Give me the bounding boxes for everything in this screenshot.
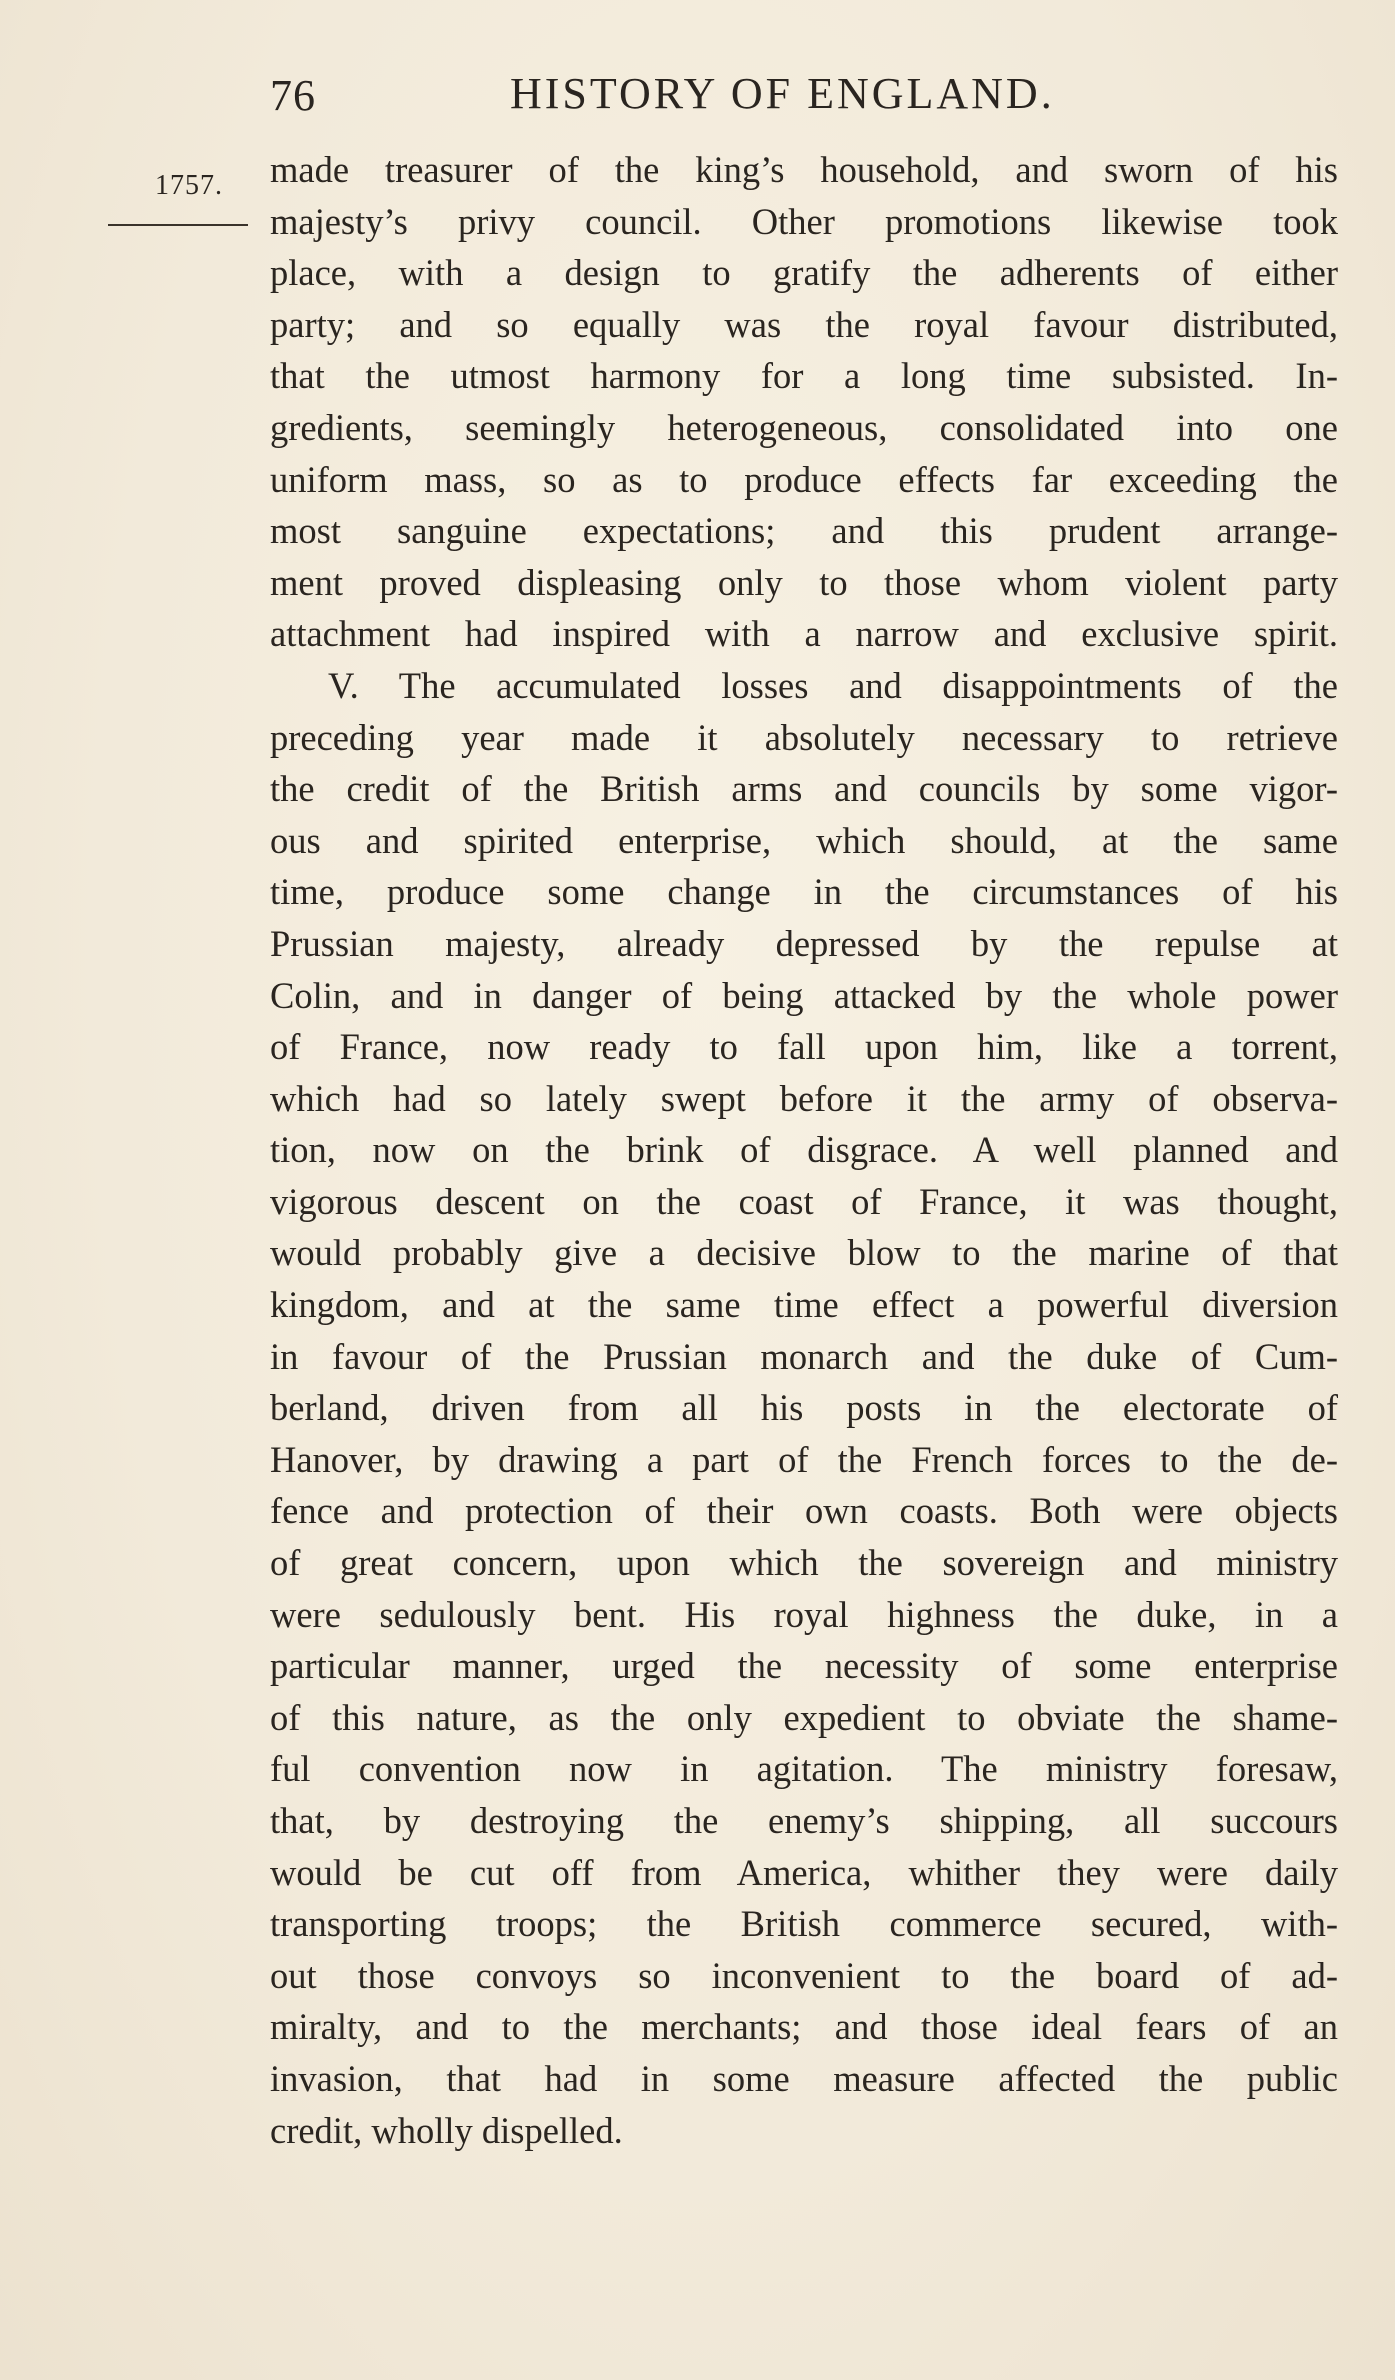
text-line: preceding year made it absolutely necessary to retrieve [270, 716, 1338, 758]
text-line: time, produce some change in the circumstances of his [270, 871, 1338, 913]
text-line: were sedulously bent. His royal highness the duke, in a [270, 1593, 1338, 1635]
running-head-title: HISTORY OF ENGLAND. [510, 69, 1055, 118]
text-line: attachment had inspired with a narrow and exclusive spirit. [270, 613, 1338, 655]
text-line: ous and spirited enterprise, which should, at the same [270, 819, 1338, 861]
text-line: particular manner, urged the necessity of some enterprise [270, 1645, 1338, 1687]
margin-rule [108, 224, 248, 226]
text-line: which had so lately swept before it the army of observa- [270, 1077, 1338, 1119]
text-line: miralty, and to the merchants; and those ideal fears of an [270, 2006, 1338, 2048]
text-line: that the utmost harmony for a long time subsisted. In- [270, 355, 1338, 397]
text-line: out those convoys so inconvenient to the board of ad- [270, 1954, 1338, 1996]
text-line: ful convention now in agitation. The ministry foresaw, [270, 1748, 1338, 1790]
text-line: Colin, and in danger of being attacked by the whole power [270, 974, 1338, 1016]
text-line: majesty’s privy council. Other promotions likewise took [270, 200, 1338, 242]
text-line-last: credit, wholly dispelled. [270, 2109, 623, 2151]
text-line: kingdom, and at the same time effect a powerful diversion [270, 1284, 1338, 1326]
text-line: tion, now on the brink of disgrace. A well planned and [270, 1129, 1338, 1171]
text-line: that, by destroying the enemy’s shipping, all succours [270, 1800, 1338, 1841]
text-line: most sanguine expectations; and this prudent arrange- [270, 510, 1338, 552]
text-line: uniform mass, so as to produce effects far exceeding the [270, 458, 1338, 500]
text-line: would probably give a decisive blow to the marine of that [270, 1232, 1338, 1274]
text-line-section-start: V. The accumulated losses and disappointments of the [328, 664, 1338, 706]
text-line: would be cut off from America, whither they were daily [270, 1851, 1338, 1893]
text-line: the credit of the British arms and councils by some vigor- [270, 768, 1338, 810]
text-line: party; and so equally was the royal favour distributed, [270, 303, 1338, 345]
margin-year-note: 1757. [155, 170, 223, 201]
text-line: place, with a design to gratify the adherents of either [270, 252, 1338, 294]
text-line: invasion, that had in some measure affected the public [270, 2057, 1338, 2099]
text-line: of this nature, as the only expedient to obviate the shame- [270, 1696, 1338, 1738]
text-line: of France, now ready to fall upon him, like a torrent, [270, 1026, 1338, 1068]
text-line: ment proved displeasing only to those whom violent party [270, 561, 1338, 603]
text-line: Hanover, by drawing a part of the French forces to the de- [270, 1438, 1338, 1480]
text-line: of great concern, upon which the sovereign and ministry [270, 1542, 1338, 1584]
text-line: berland, driven from all his posts in the electorate of [270, 1387, 1338, 1429]
body-text [270, 144, 1338, 2156]
text-line: fence and protection of their own coasts. Both were objects [270, 1490, 1338, 1532]
text-line: in favour of the Prussian monarch and the duke of Cum- [270, 1335, 1338, 1377]
text-line: vigorous descent on the coast of France, it was thought, [270, 1180, 1338, 1222]
text-line: Prussian majesty, already depressed by the repulse at [270, 922, 1338, 964]
text-line: transporting troops; the British commerce secured, with- [270, 1903, 1338, 1945]
page-number: 76 [270, 71, 316, 120]
text-line: made treasurer of the king’s household, and sworn of his [270, 149, 1338, 190]
text-line: gredients, seemingly heterogeneous, consolidated into one [270, 406, 1338, 448]
